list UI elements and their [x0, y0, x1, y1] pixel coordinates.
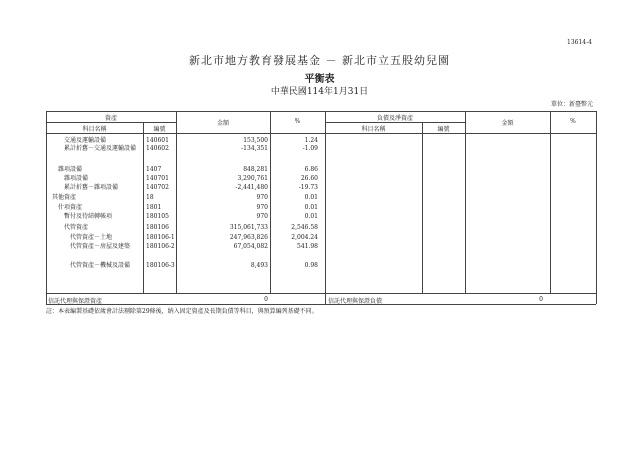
row-pct: -1.09 [302, 145, 318, 152]
row-pct: 6.86 [304, 166, 318, 173]
row-pct: 1.24 [304, 137, 318, 144]
row-code: 180106 [146, 224, 169, 231]
row-name: 什項資產 [58, 204, 83, 211]
row-pct: 0.01 [304, 204, 318, 211]
assets-header: 資產 [104, 115, 117, 122]
liab-name-header: 科目名稱 [361, 126, 386, 133]
row-name: 代管資產 [64, 224, 89, 231]
row-code: 1801 [146, 204, 162, 211]
row-amount: -2,441,480 [235, 184, 268, 191]
row-code: 140701 [146, 175, 169, 182]
assets-amount-header: 金額 [216, 120, 229, 127]
row-name: 累計折舊－交通及運輸設備 [64, 145, 137, 152]
row-name: 代管資產－機械及設備 [70, 262, 131, 269]
row-amount: 315,061,733 [229, 224, 268, 231]
row-pct: 2,546.58 [291, 224, 318, 231]
row-code: 18 [146, 194, 154, 201]
row-amount: 848,281 [243, 166, 268, 173]
row-code: 180106-2 [146, 243, 175, 250]
row-code: 140702 [146, 184, 169, 191]
footnote: 註：本表編製基礎依歲會計法剔除第29條後，納入固定資產及長期負債等科目，與預算編列基礎不同。 [46, 308, 318, 315]
row-pct: 0.01 [304, 213, 318, 220]
row-amount: 67,054,082 [233, 243, 268, 250]
liab-header: 負債及淨資產 [376, 115, 413, 122]
row-name: 雜項設備 [64, 175, 89, 182]
row-pct: -19.73 [298, 184, 318, 191]
liab-amount-header: 金額 [501, 120, 514, 127]
currency-unit: 單位：新臺幣元 [550, 101, 593, 108]
report-subtitle: 平衡表 [304, 74, 335, 85]
row-pct: 541.98 [297, 243, 318, 250]
row-code: 140602 [146, 145, 169, 152]
liab-pct-header: % [570, 118, 576, 125]
trust-assets-value: 0 [264, 296, 268, 303]
report-title: 新北市地方教育發展基金 － 新北市立五股幼兒園 [189, 54, 450, 67]
row-name: 累計折舊－雜項設備 [64, 184, 119, 191]
assets-code-header: 編號 [153, 126, 166, 133]
row-amount: 970 [256, 194, 268, 201]
row-code: 180106-1 [146, 234, 175, 241]
row-amount: 3,290,761 [237, 175, 268, 182]
row-pct: 0.98 [304, 262, 318, 269]
row-name: 代管資產－房屋及建築 [70, 243, 131, 250]
row-pct: 2,004.24 [291, 234, 318, 241]
row-name: 交通及運輸設備 [64, 137, 107, 144]
row-amount: 247,963,826 [229, 234, 268, 241]
row-code: 180105 [146, 213, 169, 220]
liab-code-header: 編號 [437, 126, 450, 133]
trust-liab-label: 信託代理與保證負債 [328, 298, 383, 305]
assets-pct-header: % [294, 118, 301, 125]
row-name: 代管資產－土地 [70, 234, 113, 241]
row-amount: 970 [256, 204, 268, 211]
row-amount: 8,493 [250, 262, 268, 269]
row-code: 140601 [146, 137, 169, 144]
page-code: 13614-4 [567, 39, 592, 46]
row-pct: 26.60 [300, 175, 318, 182]
report-date: 中華民國114年1月31日 [270, 87, 369, 97]
trust-liab-value: 0 [539, 296, 543, 303]
row-name: 雜項設備 [58, 166, 83, 173]
row-amount: 153,500 [243, 137, 268, 144]
row-name: 暫付及待結轉帳項 [64, 213, 113, 220]
assets-name-header: 科目名稱 [82, 126, 107, 133]
row-name: 其他資產 [52, 194, 77, 201]
row-amount: -134,351 [241, 145, 268, 152]
row-pct: 0.01 [304, 194, 318, 201]
trust-assets-label: 信託代理與保證資產 [48, 298, 103, 305]
row-code: 180106-3 [146, 262, 175, 269]
row-amount: 970 [256, 213, 268, 220]
row-code: 1407 [146, 166, 162, 173]
